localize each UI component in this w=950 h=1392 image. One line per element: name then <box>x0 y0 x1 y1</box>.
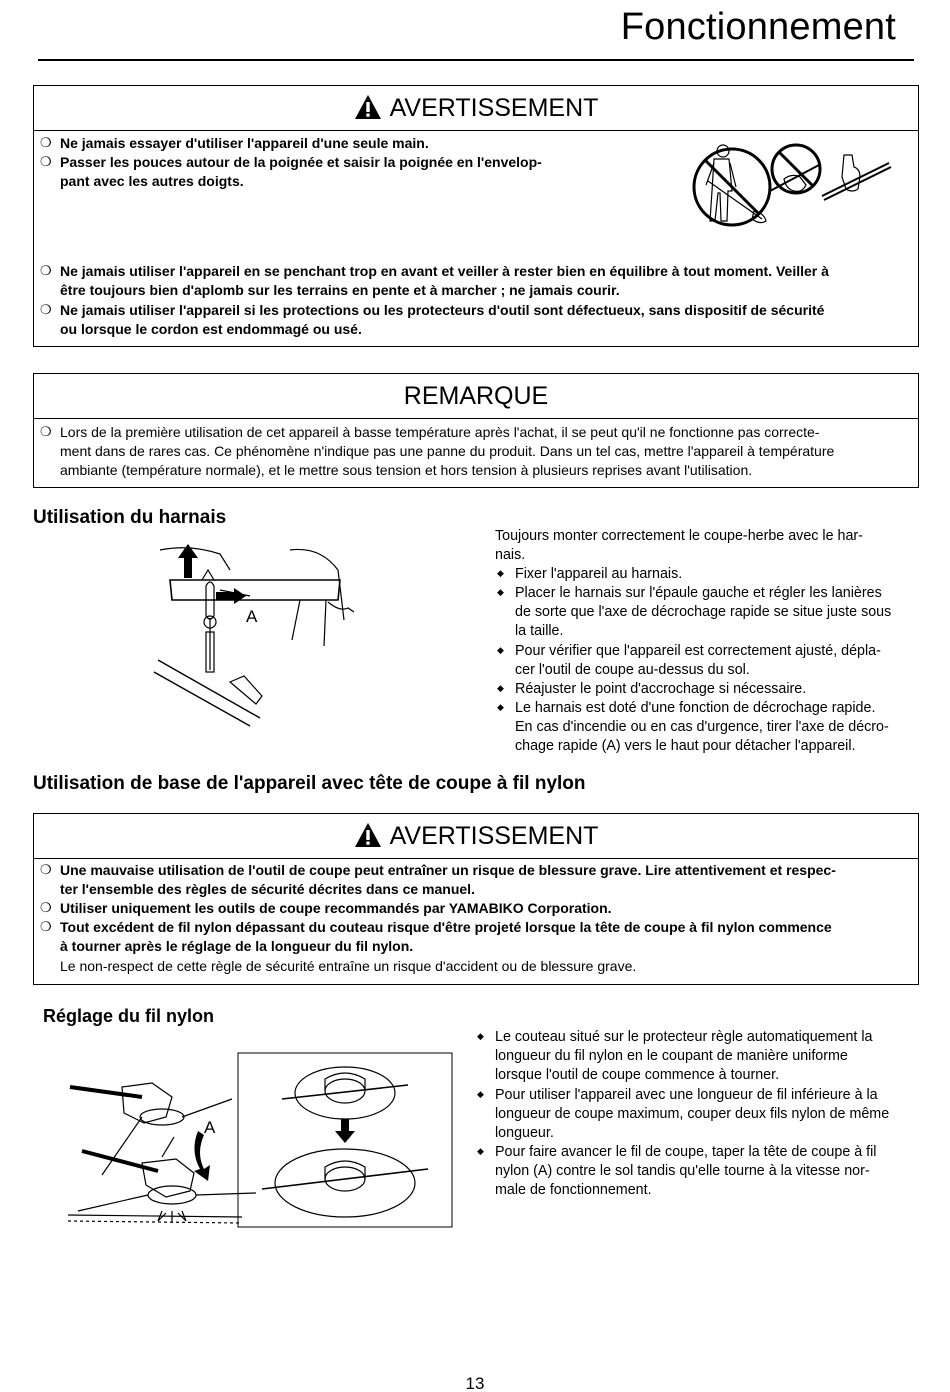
circle-bullet-icon: ❍ <box>40 425 52 440</box>
circle-bullet-icon: ❍ <box>40 901 52 916</box>
harness-bullet: ◆ Pour vérifier que l'appareil est correctement ajusté, dépla- cer l'outil de coupe au-dessus du sol. <box>497 643 881 679</box>
diamond-bullet-icon: ◆ <box>477 1147 484 1157</box>
nylon-bullet: ◆ Pour faire avancer le fil de coupe, taper la tête de coupe à fil nylon (A) contre le sol tandis qu'elle tourne à la vitesse nor- male de fonctionnement. <box>477 1144 877 1199</box>
circle-bullet-icon: ❍ <box>40 264 52 279</box>
page-number: 13 <box>465 1374 485 1392</box>
warning-item: ❍ Passer les pouces autour de la poignée et saisir la poignée en l'envelop- pant avec les autres doigts. <box>40 154 542 189</box>
note-box <box>33 373 919 488</box>
warning-header <box>34 86 918 131</box>
warning-item: ❍ Ne jamais utiliser l'appareil en se penchant trop en avant et veiller à rester bien en équilibre à tout moment. Veiller à être toujours bien d'aplomb sur les terrains en pente et à marcher ; ne jamais courir. <box>40 263 829 298</box>
nylon-adjust-illustration <box>62 1045 457 1230</box>
diamond-bullet-icon: ◆ <box>497 569 504 579</box>
warning-heading: AVERTISSEMENT <box>389 93 599 122</box>
warning-item: ❍ Utiliser uniquement les outils de coupe recommandés par YAMABIKO Corporation. <box>40 900 612 916</box>
diamond-bullet-icon: ◆ <box>497 646 504 656</box>
warning-note: Le non-respect de cette règle de sécurité entraîne un risque d'accident ou de blessure grave. <box>60 958 637 974</box>
warning-header <box>34 814 918 859</box>
one-hand-prohibited-illustration <box>684 141 914 241</box>
harness-bullet: ◆ Fixer l'appareil au harnais. <box>495 565 682 584</box>
nylon-bullet: ◆ Le couteau situé sur le protecteur règle automatiquement la longueur du fil nylon en le coupant de manière uniforme lorsque l'outil de coupe commence à tourner. <box>477 1029 873 1084</box>
circle-bullet-icon: ❍ <box>40 863 52 878</box>
harness-bullet: ◆ Réajuster le point d'accrochage si nécessaire. <box>495 680 806 699</box>
warning-item: ❍ Ne jamais utiliser l'appareil si les protections ou les protecteurs d'outil sont défectueux, sans dispositif de sécurité ou lorsque le cordon est endommagé ou usé. <box>40 302 825 337</box>
section-heading-harness: Utilisation du harnais <box>33 507 227 528</box>
nylon-bullet: ◆ Pour utiliser l'appareil avec une longueur de fil inférieure à la longueur de coupe maximum, couper deux fils nylon de même longueur. <box>477 1087 890 1142</box>
harness-illustration <box>150 540 360 730</box>
harness-bullet: ◆ Le harnais est doté d'une fonction de décrochage rapide. En cas d'incendie ou en cas d'urgence, tirer l'axe de décro- chage rapide (A) vers le haut pour détacher l'appareil. <box>497 700 889 755</box>
section-heading-basic-use: Utilisation de base de l'appareil avec tête de coupe à fil nylon <box>33 773 586 794</box>
section-heading-nylon: Réglage du fil nylon <box>43 1006 215 1026</box>
warning-box-1 <box>33 85 919 347</box>
harness-intro: Toujours monter correctement le coupe-herbe avec le har- nais. <box>495 528 863 564</box>
circle-bullet-icon: ❍ <box>40 155 52 170</box>
diamond-bullet-icon: ◆ <box>497 588 504 598</box>
warning-heading: AVERTISSEMENT <box>389 821 599 850</box>
warning-item: ❍ Tout excédent de fil nylon dépassant du couteau risque d'être projeté lorsque la tête de coupe à fil nylon commence à tourner après le réglage de la longueur du fil nylon. <box>40 919 832 954</box>
circle-bullet-icon: ❍ <box>40 920 52 935</box>
warning-item: ❍ Une mauvaise utilisation de l'outil de coupe peut entraîner un risque de blessure grave. Lire attentivement et respec- ter l'ensemble des règles de sécurité décrites dans ce manuel. <box>40 862 836 897</box>
page-title: Fonctionnement <box>620 6 896 48</box>
warning-box-2 <box>33 813 919 985</box>
warning-item: ❍ Ne jamais essayer d'utiliser l'appareil d'une seule main. <box>40 135 429 151</box>
diamond-bullet-icon: ◆ <box>497 684 504 694</box>
warning-triangle-icon <box>354 822 382 848</box>
note-heading: REMARQUE <box>403 381 549 410</box>
circle-bullet-icon: ❍ <box>40 136 52 151</box>
note-header <box>34 374 918 419</box>
nylon-figure-label: A <box>204 1118 216 1137</box>
diamond-bullet-icon: ◆ <box>477 1032 484 1042</box>
title-rule <box>38 59 914 61</box>
harness-bullet: ◆ Placer le harnais sur l'épaule gauche et régler les lanières de sorte que l'axe de décrochage rapide se situe juste sous la taille. <box>497 585 892 640</box>
diamond-bullet-icon: ◆ <box>497 703 504 713</box>
warning-triangle-icon <box>354 94 382 120</box>
svg-text:A: A <box>246 607 258 626</box>
note-item: ❍ Lors de la première utilisation de cet appareil à basse température après l'achat, il se peut qu'il ne fonctionne pas correcte- ment dans de rares cas. Ce phénomène n'indique pas une panne du produit. Dans un tel cas, mettre l'appareil à température ambiante (température normale), et le mettre sous tension et hors tension à plusieurs reprises avant l'utilisation. <box>40 424 835 478</box>
circle-bullet-icon: ❍ <box>40 303 52 318</box>
diamond-bullet-icon: ◆ <box>477 1090 484 1100</box>
